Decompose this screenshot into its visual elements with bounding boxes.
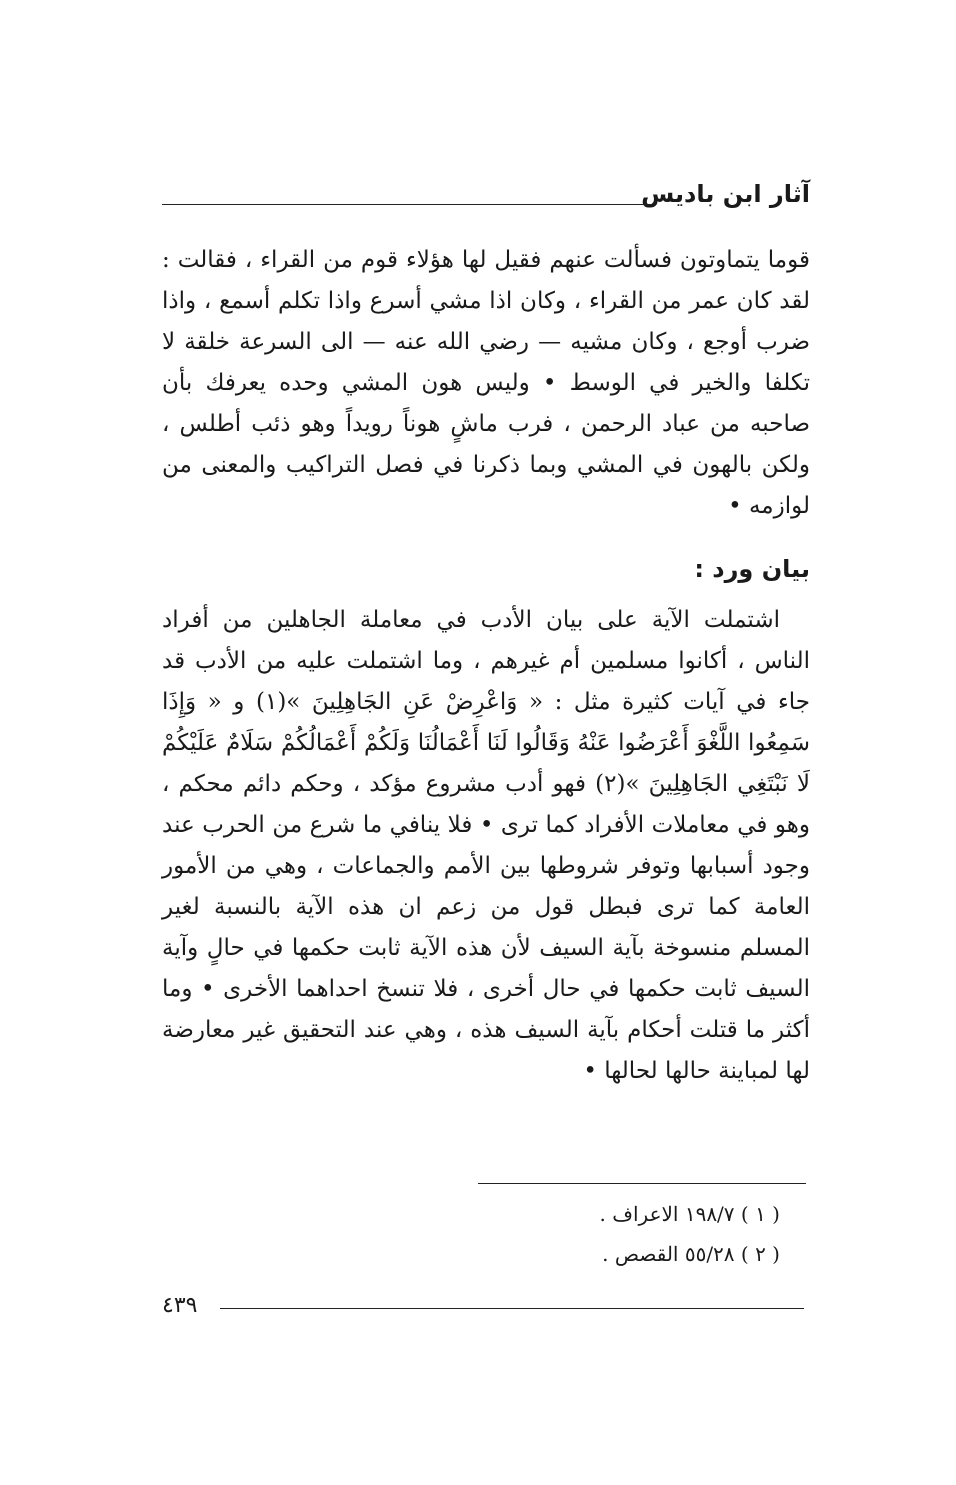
paragraph-2: اشتملت الآية على بيان الأدب في معاملة الجاهلين من أفراد الناس ، أكانوا مسلمين أم غيرهم ، وما اشتملت عليه من الأدب قد جاء في آيات كثيرة مثل : « وَاعْرِضْ عَنِ الجَاهِلِينَ »(١) و « وَإِذَا سَمِعُوا اللَّغْوَ أَعْرَضُوا عَنْهُ وَقَالُوا لَنَا أَعْمَالُنَا وَلَكُمْ أَعْمَالُكُمْ سَلَامٌ عَلَيْكُمْ لَا نَبْتَغِي الجَاهِلِينَ »(٢) فهو أدب مشروع مؤكد ، وحكم دائم محكم ، وهو في معاملات الأفراد كما ترى • فلا ينافي ما شرع من الحرب عند وجود أسبابها وتوفر شروطها بين الأمم والجماعات ، وهي من الأمور العامة كما ترى فبطل قول من زعم ان هذه الآية بالنسبة لغير المسلم منسوخة بآية السيف لأن هذه الآية ثابت حكمها في حالٍ وآية السيف ثابت حكمها في حال أخرى ، فلا تنسخ احداهما الأخرى • وما أكثر ما قتلت أحكام بآية السيف هذه ، وهي عند التحقيق غير معارضة لها لمباينة حالها لحالها • [162,607,811,1084]
running-header [162,176,810,216]
page-footer [162,1290,810,1330]
page-number: ٤٣٩ [162,1293,198,1318]
paragraph-1: قوما يتماوتون فسألت عنهم فقيل لها هؤلاء قوم من القراء ، فقالت : لقد كان عمر من القراء ، وكان اذا مشي أسرع واذا تكلم أسمع ، واذا ضرب أوجع ، وكان مشيه — رضي الله عنه — الى السرعة خلقة لا تكلفا والخير في الوسط • وليس هون المشي وحده يعرفك بأن صاحبه من عباد الرحمن ، فرب ماشٍ هوناً رويداً وهو ذئب أطلس ، ولكن بالهون في المشي وبما ذكرنا في فصل التراكيب والمعنى من لوازمه • [162,247,810,519]
footnotes [600,1194,780,1274]
footer-rule [220,1308,804,1309]
footnote-2: ( ٢ ) ٥٥/٢٨ القصص . [602,1242,780,1266]
footnote-1: ( ١ ) ١٩٨/٧ الاعراف . [599,1202,780,1226]
footnote-rule [478,1183,806,1184]
section-heading: بيان ورد : [694,555,810,583]
running-header-title: آثار ابن باديس [641,180,810,208]
header-rule [162,204,652,205]
